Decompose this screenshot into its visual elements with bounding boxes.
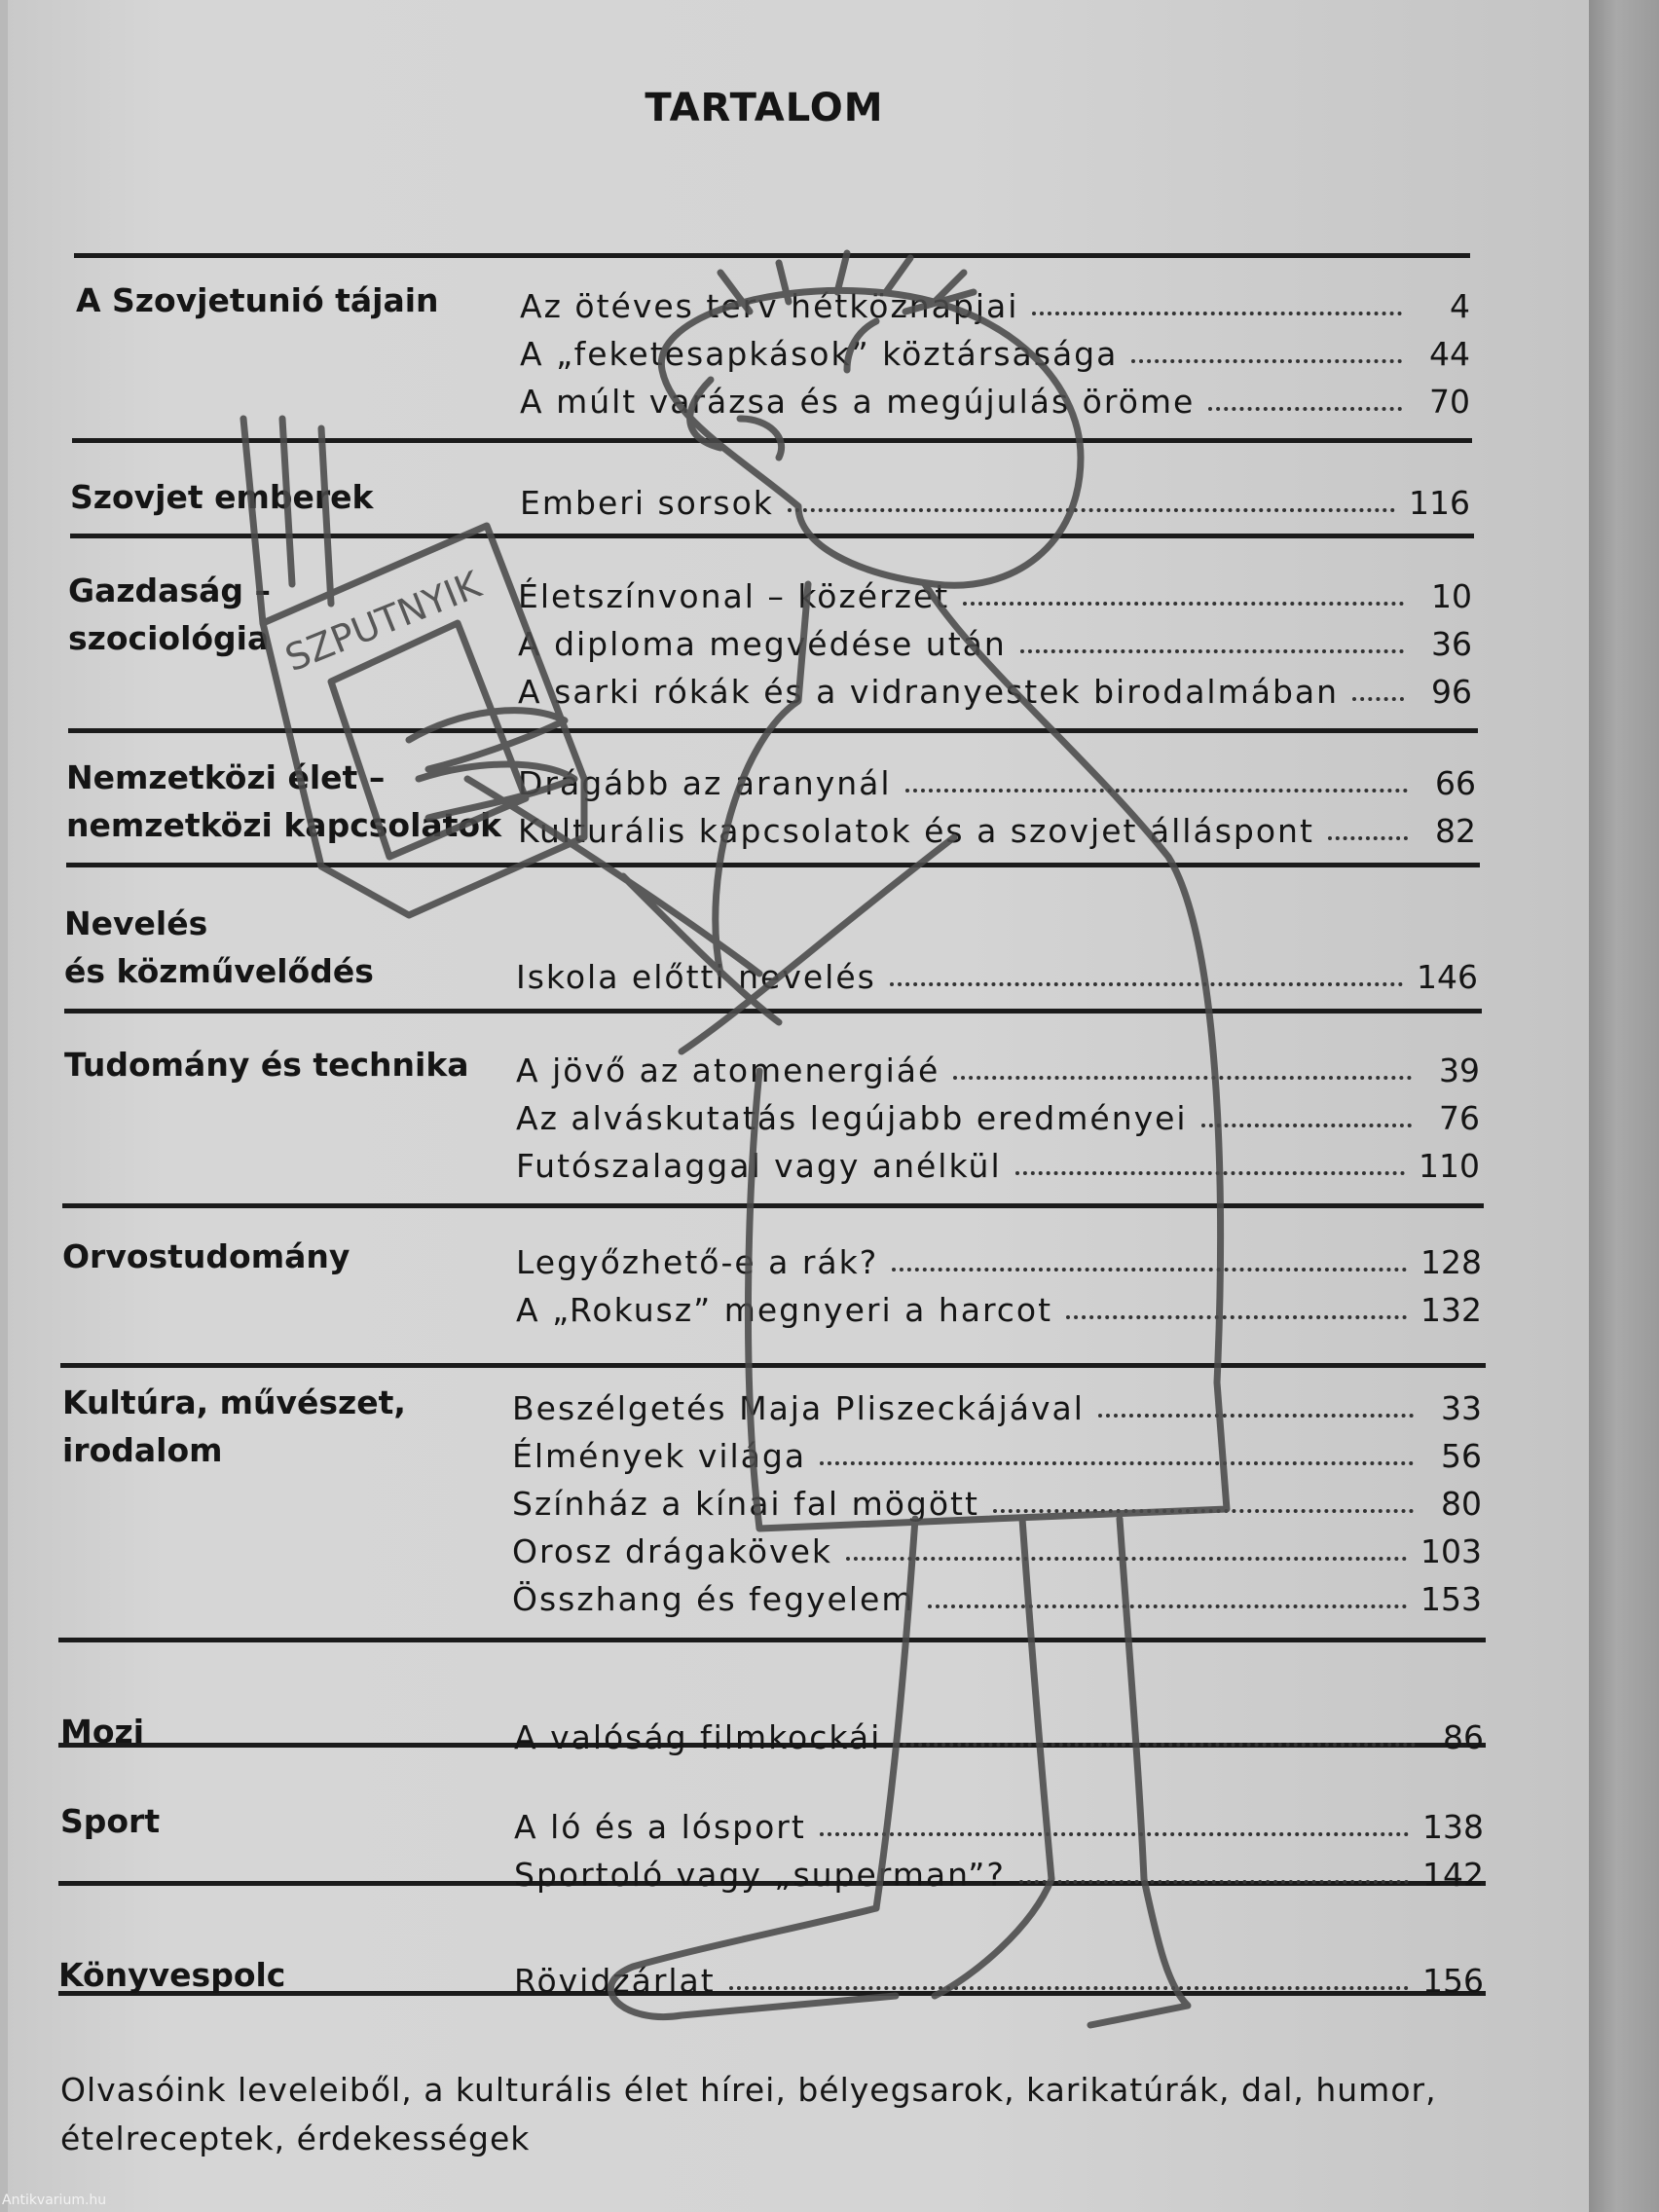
entry-page-number: 96 xyxy=(1431,673,1472,711)
entry-title: A múlt varázsa és a megújulás öröme xyxy=(520,383,1196,421)
entry-page-number: 110 xyxy=(1419,1147,1480,1185)
entry-title: A „feketesapkások” köztársasága xyxy=(520,335,1119,373)
drawing-body xyxy=(716,584,1227,1529)
entry-page-number: 56 xyxy=(1441,1437,1482,1475)
entry-title: Emberi sorsok xyxy=(520,484,774,522)
section-category: A Szovjetunió tájain xyxy=(76,281,439,319)
entry-page-number: 70 xyxy=(1429,383,1470,421)
section-category: nemzetközi kapcsolatok xyxy=(66,806,502,844)
section-category: Szovjet emberek xyxy=(70,478,374,516)
drawing-face xyxy=(690,380,782,458)
section-category: Könyvespolc xyxy=(58,1956,286,1994)
section-category: Tudomány és technika xyxy=(64,1046,469,1084)
entry-page-number: 66 xyxy=(1435,764,1476,802)
book-label: SZPUTNYIK xyxy=(278,563,487,681)
drawing-head xyxy=(661,290,1081,585)
footer-note: Olvasóink leveleiből, a kulturális élet hírei, bélyegsarok, karikatúrák, dal, humor, ételreceptek, érdekességek xyxy=(60,2071,1437,2157)
entry-page-number: 132 xyxy=(1420,1291,1482,1329)
section-category: szociológia xyxy=(68,619,270,657)
entry-title: Futószalaggal vagy anélkül xyxy=(516,1147,1002,1185)
entry-title: Sportoló vagy „superman”? xyxy=(514,1856,1006,1894)
entry-page-number: 116 xyxy=(1409,484,1470,522)
entry-page-number: 103 xyxy=(1420,1532,1482,1570)
entry-title: Az alváskutatás legújabb eredményei xyxy=(516,1099,1188,1137)
section-category: Nevelés xyxy=(64,904,208,942)
entry-title: Orosz drágakövek xyxy=(512,1532,832,1570)
entry-page-number: 86 xyxy=(1443,1718,1484,1756)
entry-page-number: 80 xyxy=(1441,1485,1482,1523)
entry-title: A ló és a lósport xyxy=(514,1808,806,1846)
entry-title: Drágább az aranynál xyxy=(518,764,892,802)
entry-title: A jövő az atomenergiáé xyxy=(516,1051,940,1089)
entry-page-number: 36 xyxy=(1431,625,1472,663)
book-cover-inner xyxy=(331,623,526,857)
entry-page-number: 33 xyxy=(1441,1389,1482,1427)
entry-title: Iskola előtti nevelés xyxy=(516,958,876,996)
entry-page-number: 10 xyxy=(1431,577,1472,615)
entry-title: Színház a kínai fal mögött xyxy=(512,1485,979,1523)
entry-page-number: 128 xyxy=(1420,1243,1482,1281)
entry-page-number: 4 xyxy=(1450,287,1470,325)
drawing-hair xyxy=(720,253,974,370)
entry-page-number: 39 xyxy=(1439,1051,1480,1089)
entry-page-number: 142 xyxy=(1422,1856,1484,1894)
entry-title: Összhang és fegyelem xyxy=(512,1580,915,1618)
drawing-arm xyxy=(467,779,954,1051)
book-spine-lines xyxy=(243,419,331,623)
entry-title: Beszélgetés Maja Pliszeckájával xyxy=(512,1389,1085,1427)
watermark-credit: Antikvarium.hu xyxy=(2,2193,107,2208)
section-category: és közművelődés xyxy=(64,952,374,990)
entry-page-number: 82 xyxy=(1435,812,1476,850)
section-category: Orvostudomány xyxy=(62,1237,350,1275)
entry-page-number: 146 xyxy=(1417,958,1478,996)
entry-title: Életszínvonal – közérzet xyxy=(518,577,950,615)
section-category: Mozi xyxy=(60,1713,145,1751)
section-category: Gazdaság – xyxy=(68,571,271,609)
entry-title: Élmények világa xyxy=(512,1437,807,1475)
section-category: irodalom xyxy=(62,1431,223,1469)
drawing-legs xyxy=(876,1519,1144,1908)
entry-page-number: 76 xyxy=(1439,1099,1480,1137)
entry-title: Rövidzárlat xyxy=(514,1962,716,2000)
entry-title: A valóság filmkockái xyxy=(514,1718,882,1756)
entry-page-number: 138 xyxy=(1422,1808,1484,1846)
entry-title: Legyőzhető-e a rák? xyxy=(516,1243,879,1281)
entry-title: A sarki rókák és a vidranyestek birodalmában xyxy=(518,673,1340,711)
section-category: Kultúra, művészet, xyxy=(62,1383,406,1421)
drawing-feet xyxy=(610,1879,1188,2025)
entry-page-number: 153 xyxy=(1420,1580,1482,1618)
entry-title: Az ötéves terv hétköznapjai xyxy=(520,287,1019,325)
entry-page-number: 156 xyxy=(1422,1962,1484,2000)
entry-title: A „Rokusz” megnyeri a harcot xyxy=(516,1291,1053,1329)
entry-title: Kulturális kapcsolatok és a szovjet álláspont xyxy=(518,812,1314,850)
page-title: TARTALOM xyxy=(645,86,884,130)
section-category: Nemzetközi élet – xyxy=(66,758,386,796)
drawing-hand xyxy=(409,711,574,818)
section-category: Sport xyxy=(60,1802,161,1840)
entry-page-number: 44 xyxy=(1429,335,1470,373)
entry-title: A diploma megvédése után xyxy=(518,625,1007,663)
